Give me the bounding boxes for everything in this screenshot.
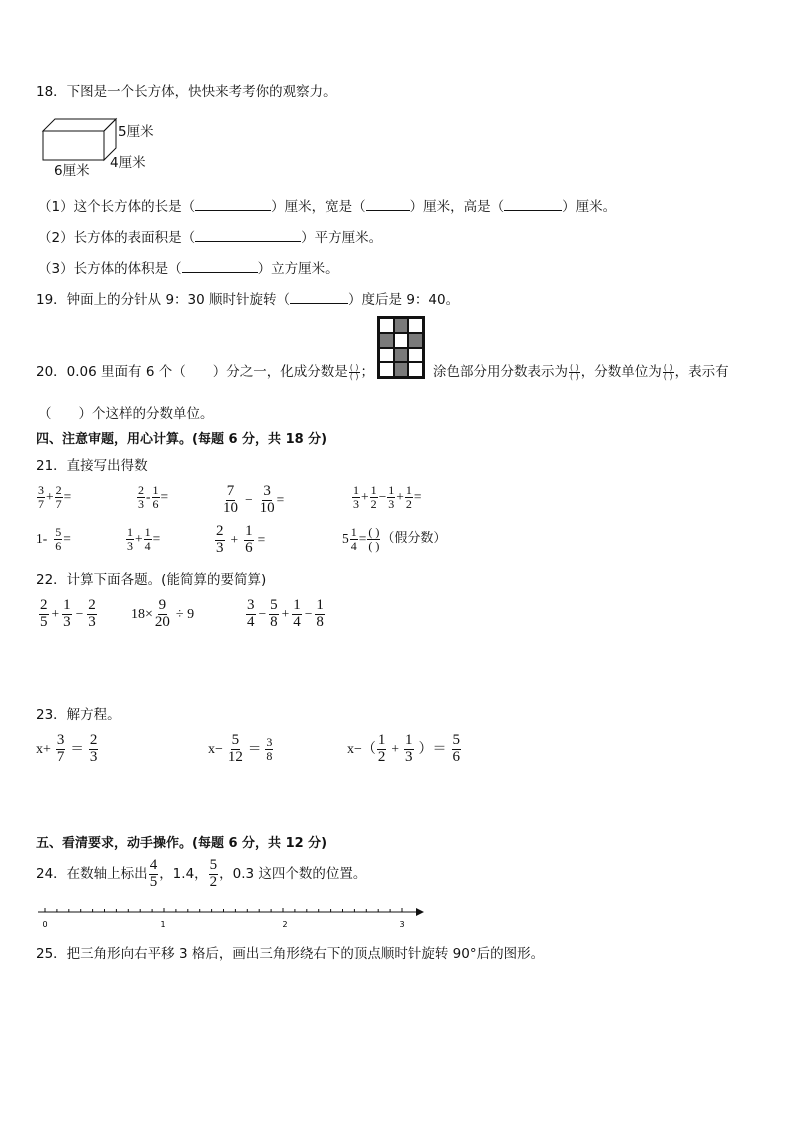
q21-expr-5: 1- $\frac{5}{6}$ = (36, 525, 71, 553)
answer-blank-volume[interactable] (182, 260, 258, 273)
answer-blank-height[interactable] (504, 198, 562, 211)
q18-part1-text-c: ）厘米，高是（ (409, 199, 505, 215)
grid-cell (379, 362, 394, 377)
grid-cell (408, 318, 423, 333)
q22-expr-3: $\frac{3}{4}$ − $\frac{5}{8}$ + $\frac{1}{4}$ − $\frac{1}{8}$ (247, 597, 324, 630)
q21-expr-4: $\frac{1}{3}$ + $\frac{1}{2}$ − $\frac{1}{3}$ + $\frac{1}{2}$ = (353, 483, 422, 511)
fraction-answer-1[interactable]: $\frac{( )}{( )}$ (349, 363, 359, 382)
q20-semicolon: ； (360, 364, 374, 381)
answer-blank-degrees[interactable] (290, 291, 348, 304)
q21-expr-1: $\frac{3}{7}$ + $\frac{2}{7}$ = (38, 483, 72, 511)
number-line[interactable] (36, 903, 426, 929)
tick-label-2: 2 (282, 920, 288, 929)
q22-title: 22．计算下面各题。(能简算的要简算) (36, 572, 267, 588)
answer-blank-width[interactable] (366, 198, 410, 211)
grid-cell-shaded (394, 362, 409, 377)
q18-part2-text-b: ）平方厘米。 (301, 230, 383, 246)
q21-expr-6: $\frac{1}{3}$ + $\frac{1}{4}$ = (127, 525, 161, 553)
q18-part1-text-b: ）厘米，宽是（ (271, 199, 366, 215)
cuboid-length-label: 6厘米 (54, 163, 90, 179)
q20-text-c: ，分数单位为 (580, 364, 662, 381)
q23-eq-1: x+ $\frac{3}{7}$ ＝ $\frac{2}{3}$ (36, 732, 98, 765)
q21-expr-7: $\frac{2}{3}$ + $\frac{1}{6}$ = (216, 523, 266, 556)
improper-fraction-answer[interactable]: $\frac{( )}{( )}$ (368, 525, 380, 553)
q18-part2 (38, 229, 382, 247)
q19-text-a: 19．钟面上的分针从 9：30 顺时针旋转（ (36, 292, 291, 308)
q22-expr-2: 18× $\frac{9}{20}$ ÷ 9 (131, 597, 195, 630)
q20-line1-right (433, 364, 729, 382)
shaded-grid-figure (377, 316, 425, 379)
answer-blank-surface-area[interactable] (195, 229, 301, 242)
section-5-heading: 五、看清要求，动手操作。(每题 6 分，共 12 分) (36, 836, 328, 851)
grid-cell (394, 333, 409, 348)
q19 (36, 291, 459, 309)
tick-label-3: 3 (399, 920, 405, 929)
q18-part2-text-a: （2）长方体的表面积是（ (38, 230, 196, 246)
q20-line1-left (36, 364, 374, 382)
q21-title: 21．直接写出得数 (36, 458, 148, 474)
grid-cell (379, 318, 394, 333)
q22-expr-1: $\frac{2}{5}$ + $\frac{1}{3}$ − $\frac{2}{3}$ (40, 597, 96, 630)
grid-cell (408, 348, 423, 363)
grid-cell-shaded (408, 333, 423, 348)
cuboid-width-label: 4厘米 (110, 155, 146, 171)
tick-label-1: 1 (160, 920, 166, 929)
grid-cell (379, 348, 394, 363)
q18-part3-text-a: （3）长方体的体积是（ (38, 261, 182, 277)
q21-expr-8: 5 $\frac{1}{4}$ = $\frac{( )}{( )}$ （假分数） (342, 525, 447, 553)
q23-title: 23．解方程。 (36, 707, 121, 723)
grid-cell-shaded (379, 333, 394, 348)
fraction-answer-2[interactable]: $\frac{( )}{( )}$ (570, 363, 579, 382)
grid-cell-shaded (394, 318, 409, 333)
section-4-heading: 四、注意审题，用心计算。(每题 6 分，共 18 分) (36, 432, 328, 447)
q24-text-a: 24．在数轴上标出 (36, 865, 148, 882)
cuboid-figure (40, 116, 120, 164)
q18-part1 (38, 198, 616, 216)
q25-text: 25．把三角形向右平移 3 格后，画出三角形绕右下的顶点顺时针旋转 90°后的图形。 (36, 946, 545, 962)
q18-part1-text-a: （1）这个长方体的长是（ (38, 199, 196, 215)
q23-eq-3: x−（ $\frac{1}{2}$ + $\frac{1}{3}$ ）＝ $\frac{5}{6}$ (347, 732, 461, 765)
q24-sep1: ，1.4， (159, 865, 208, 882)
grid-cell (408, 362, 423, 377)
q24: 24．在数轴上标出 $\frac{4}{5}$ ，1.4， $\frac{5}{2}$ ，0.3 这四个数的位置。 (36, 857, 367, 890)
grid-cell-shaded (394, 348, 409, 363)
q23-eq-2: x− $\frac{5}{12}$ ＝ $\frac{3}{8}$ (208, 732, 273, 765)
q21-expr-3: $\frac{7}{10}$ − $\frac{3}{10}$ = (223, 483, 285, 516)
q18-part1-text-d: ）厘米。 (562, 199, 617, 215)
q20-text-a: 20．0.06 里面有 6 个（ ）分之一，化成分数是 (36, 364, 348, 381)
q20-text-b: 涂色部分用分数表示为 (433, 364, 568, 381)
q18-part3-text-b: ）立方厘米。 (257, 261, 339, 277)
q19-text-b: ）度后是 9：40。 (348, 292, 460, 308)
fraction-answer-3[interactable]: $\frac{( )}{( )}$ (663, 363, 673, 382)
cuboid-height-label: 5厘米 (118, 124, 154, 140)
q21-expr-2: $\frac{2}{3}$ - $\frac{1}{6}$ = (138, 483, 169, 511)
q20-text-d: ，表示有 (674, 364, 729, 381)
answer-blank-length[interactable] (195, 198, 271, 211)
q18-part3 (38, 260, 339, 278)
q24-sep2: ，0.3 这四个数的位置。 (219, 865, 367, 882)
tick-label-0: 0 (42, 920, 48, 929)
q20-line2: （ ）个这样的分数单位。 (38, 406, 214, 422)
q18-title: 18．下图是一个长方体，快快来考考你的观察力。 (36, 84, 337, 100)
